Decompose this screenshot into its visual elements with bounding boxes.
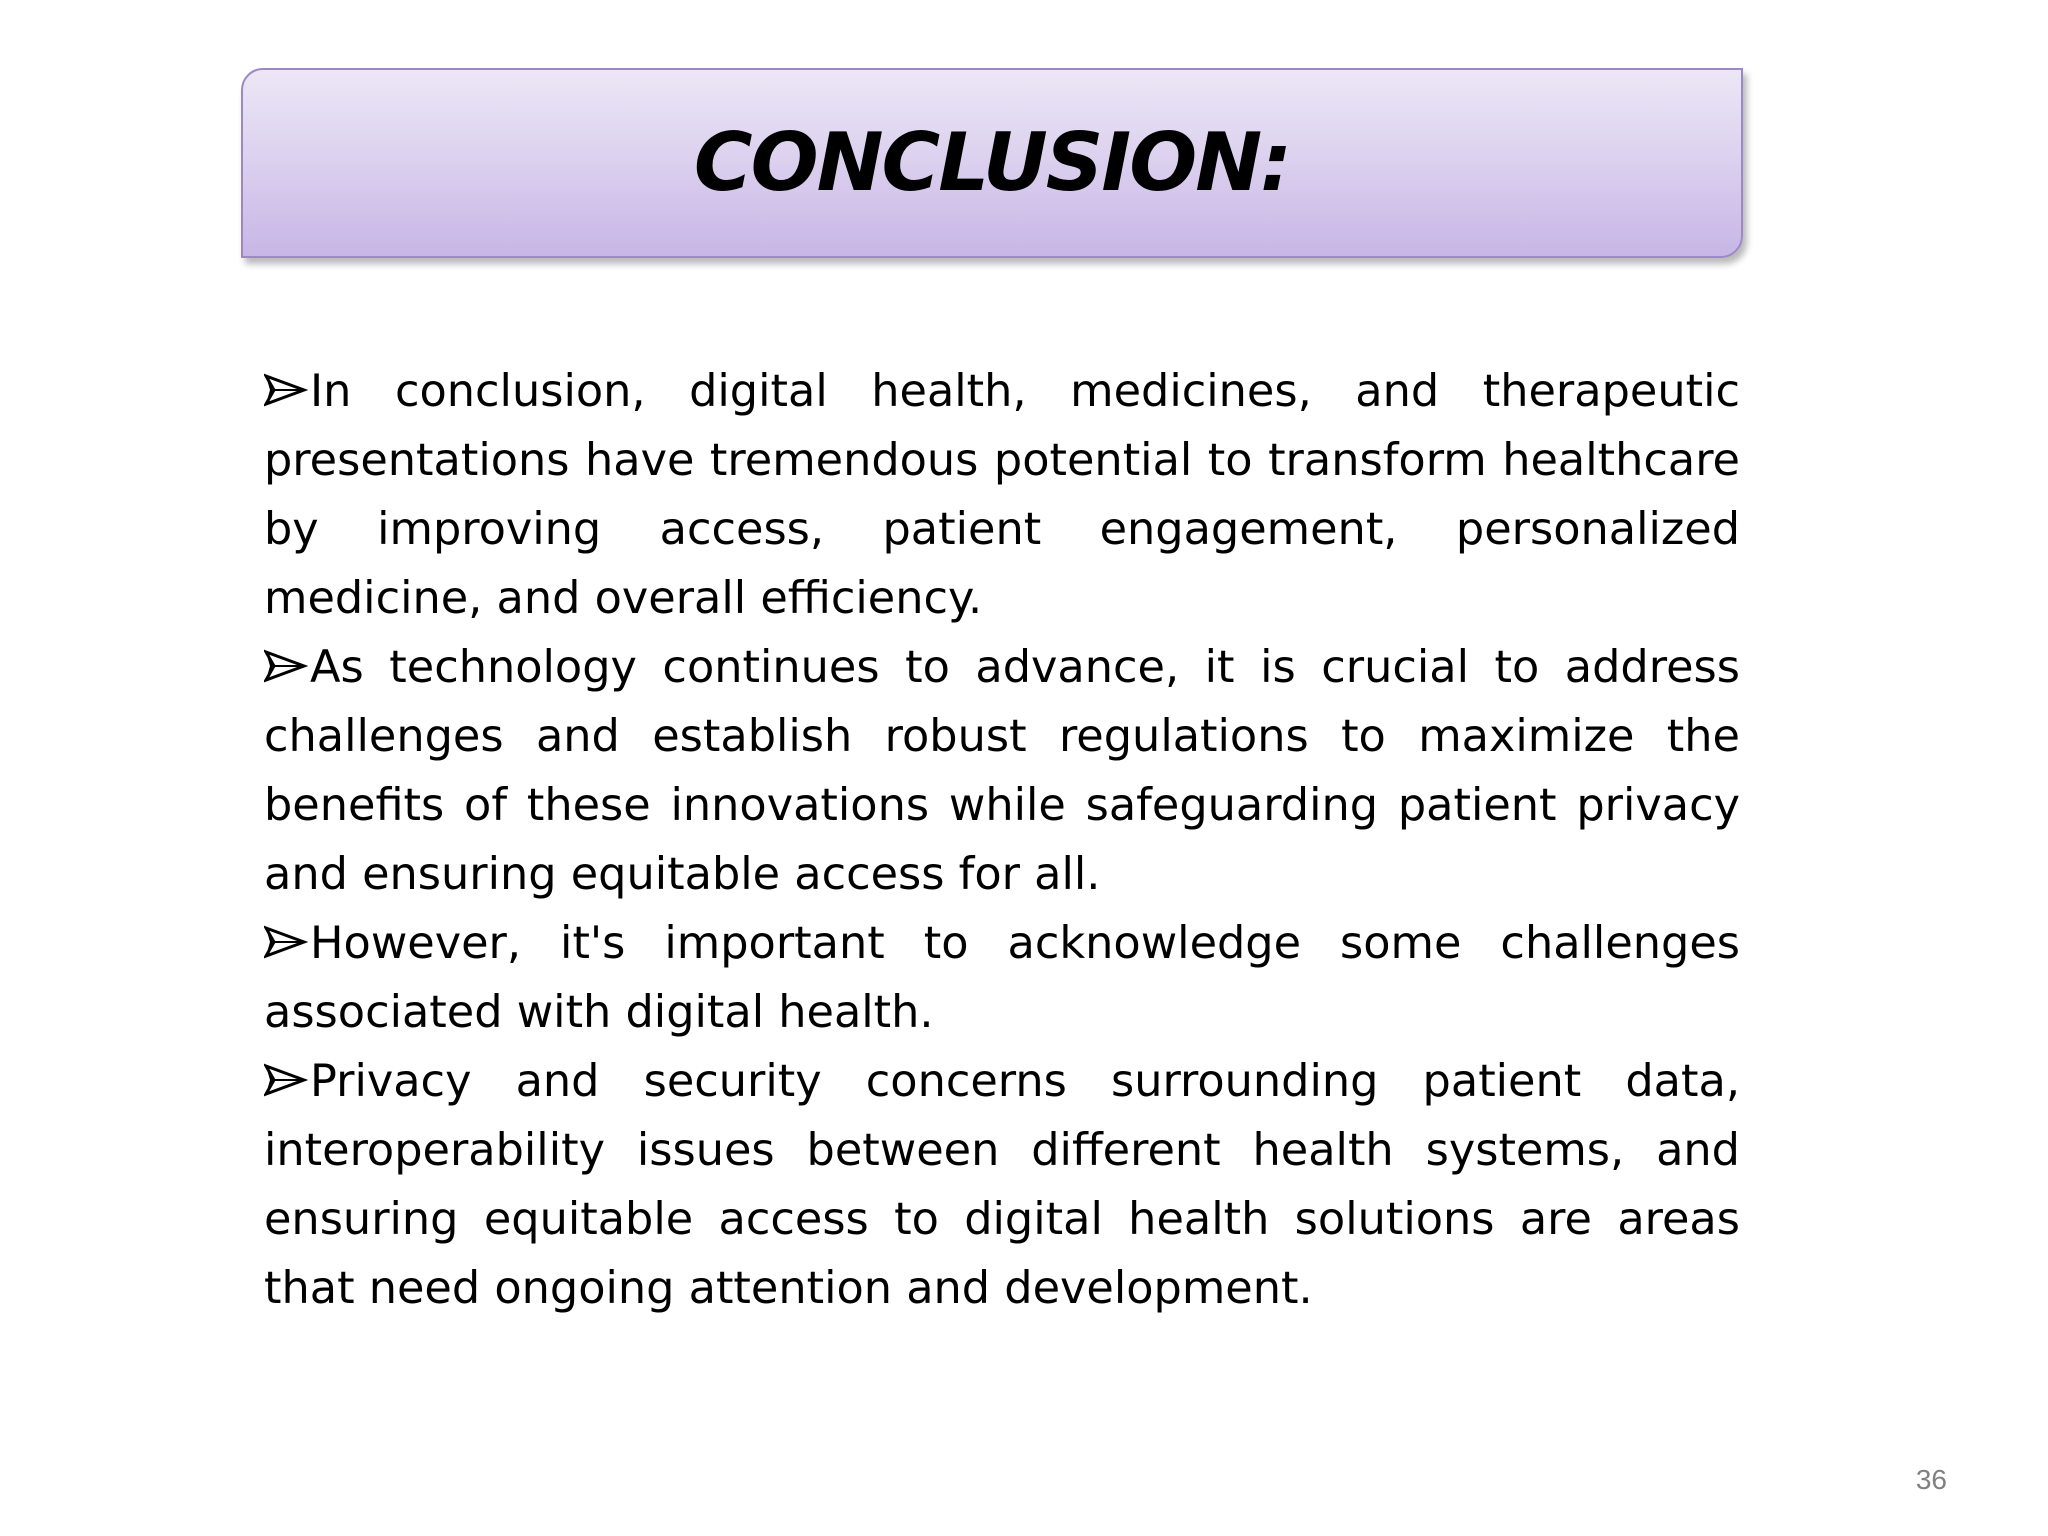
bullet-item bbox=[264, 1047, 1740, 1323]
bullet-text: Privacy and security concerns surrounding patient data, interoperability issues between different health systems, and ensuring equitable access to digital health solutions are areas that need ongoing attention and development. bbox=[264, 1055, 1740, 1314]
bullet-text: As technology continues to advance, it is crucial to address challenges and establish robust regulations to maximize the benefits of these innovations while safeguarding patient privacy and ensuring equitable access for all. bbox=[264, 641, 1740, 900]
slide-title: CONCLUSION: bbox=[693, 116, 1291, 209]
arrow-bullet-icon bbox=[264, 1060, 308, 1100]
bullet-item bbox=[264, 633, 1740, 909]
page-number: 36 bbox=[1915, 1464, 1947, 1495]
bullet-list bbox=[264, 357, 1740, 1323]
bullet-text: However, it's important to acknowledge some challenges associated with digital health. bbox=[264, 917, 1740, 1038]
title-banner bbox=[241, 68, 1743, 258]
bullet-item bbox=[264, 357, 1740, 633]
arrow-bullet-icon bbox=[264, 922, 308, 962]
bullet-text: In conclusion, digital health, medicines, and therapeutic presentations have tremendous potential to transform healthcare by improving access, patient engagement, personalized medicine, and overall efficiency. bbox=[264, 365, 1740, 624]
arrow-bullet-icon bbox=[264, 370, 308, 410]
bullet-item bbox=[264, 909, 1740, 1047]
arrow-bullet-icon bbox=[264, 646, 308, 686]
